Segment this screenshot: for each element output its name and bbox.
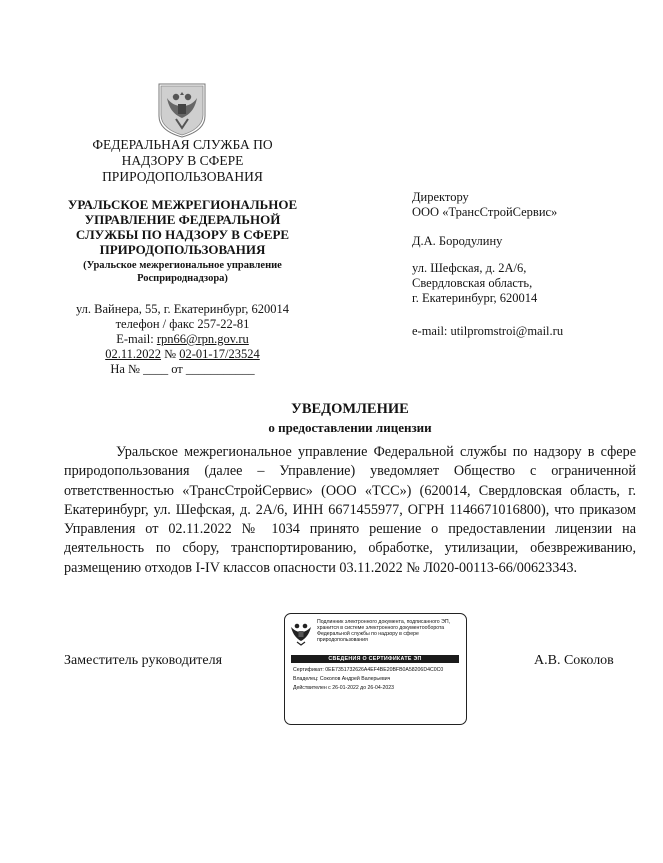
department-line: УПРАВЛЕНИЕ ФЕДЕРАЛЬНОЙ <box>84 212 281 227</box>
reference-line: На № ____ от ___________ <box>110 362 255 376</box>
agency-name <box>60 137 305 185</box>
document-title: УВЕДОМЛЕНИЕ <box>291 401 409 417</box>
stamp-header-line: Подлинник электронного документа, подписанного ЭП, <box>317 619 451 625</box>
agency-line: НАДЗОРУ В СФЕРЕ <box>121 153 244 168</box>
email-label: E-mail: <box>116 332 154 346</box>
recipient-email: e-mail: utilpromstroi@mail.ru <box>412 324 564 338</box>
stamp-emblem-icon <box>289 620 313 646</box>
sender-address: ул. Вайнера, 55, г. Екатеринбург, 620014 <box>75 302 289 316</box>
recipient-name: Д.А. Бородулину <box>412 234 503 248</box>
stamp-header-line: Федеральной службы по надзору в сфере <box>317 631 419 637</box>
agency-line: ПРИРОДОПОЛЬЗОВАНИЯ <box>102 169 263 184</box>
department-short-line: (Уральское межрегиональное управление <box>83 260 282 271</box>
signer-position: Заместитель руководителя <box>64 653 223 668</box>
stamp-certificate-info <box>293 666 465 693</box>
stamp-header-line: хранится в системе электронного документооборота <box>317 625 445 631</box>
department-line: ПРИРОДОПОЛЬЗОВАНИЯ <box>99 242 266 257</box>
stamp-header-line: природопользования <box>317 637 368 643</box>
department-line: УРАЛЬСКОЕ МЕЖРЕГИОНАЛЬНОЕ <box>67 197 298 212</box>
department-name <box>50 197 315 257</box>
registration-number: 02-01-17/23524 <box>179 347 260 361</box>
electronic-signature-stamp <box>284 613 467 725</box>
department-short-line: Росприроднадзора) <box>137 272 228 284</box>
stamp-certificate-bar: СВЕДЕНИЯ О СЕРТИФИКАТЕ ЭП <box>291 655 459 663</box>
recipient-block <box>412 190 652 339</box>
registration-number-sign: № <box>164 347 177 361</box>
sender-email-line <box>50 332 315 347</box>
recipient-company: ООО «ТрансСтройСервис» <box>412 205 558 219</box>
coat-of-arms-emblem <box>157 82 207 138</box>
registration-line <box>50 347 315 362</box>
sender-contacts <box>50 302 315 377</box>
department-short-name <box>50 260 315 285</box>
document-body: Уральское межрегиональное управление Федеральной службы по надзору в сфере природопользования (далее – Управление) уведомляет Общество с ограниченной ответственностью «ТрансСтройСервис» (ООО «ТСС») (620014, Свердловская область, г. Екатеринбург, ул. Шефская, д. 2А/6, ИНН 6671455977, ОГРН 1146671016800), что приказом Управления от 02.11.2022 № 1034 принято решение о предоставлении лицензии на деятельность по сбору, транспортированию, обработке, утилизации, обезвреживанию, размещению отходов I-IV классов опасности 03.11.2022 № Л020-00113-66/00623343. <box>64 444 636 576</box>
agency-line: ФЕДЕРАЛЬНАЯ СЛУЖБА ПО <box>92 137 273 152</box>
recipient-address-line: г. Екатеринбург, 620014 <box>412 291 538 305</box>
sender-phone: телефон / факс 257-22-81 <box>115 317 250 331</box>
department-line: СЛУЖБЫ ПО НАДЗОРУ В СФЕРЕ <box>75 227 290 242</box>
stamp-header <box>317 619 463 643</box>
recipient-address-line: Свердловская область, <box>412 276 533 290</box>
stamp-validity: Действителен с 26-01-2022 до 26-04-2023 <box>293 685 395 691</box>
recipient-position: Директору <box>412 190 469 204</box>
stamp-certificate-number: Сертификат: 0EE7351732626A4EF4BE20BFB0A58206D4C0C0 <box>293 667 444 673</box>
sender-email-link[interactable]: rpn66@rpn.gov.ru <box>156 332 249 346</box>
document-subtitle: о предоставлении лицензии <box>268 420 432 435</box>
signer-name: А.В. Соколов <box>534 653 614 668</box>
registration-date: 02.11.2022 <box>105 347 162 361</box>
stamp-owner: Владелец: Соколов Андрей Валерьевич <box>293 676 391 682</box>
recipient-address-line: ул. Шефская, д. 2А/6, <box>412 261 527 275</box>
